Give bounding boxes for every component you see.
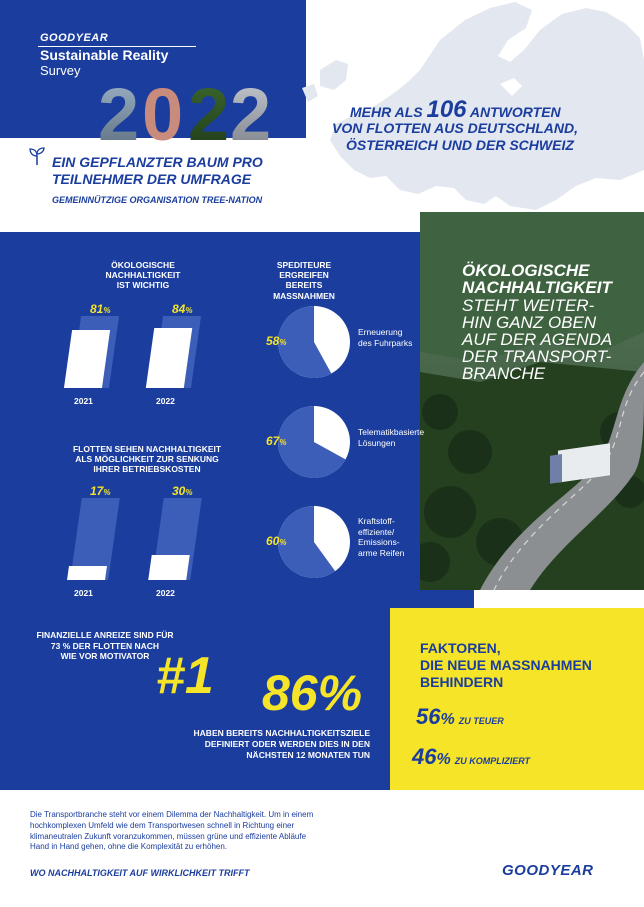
svg-text:0: 0 — [142, 73, 184, 148]
footer-paragraph: Die Transportbranche steht vor einem Dilemma der Nachhaltigkeit. Um in einem hochkomplexen Umfeld wie dem Transportwesen schnell in Richtung einer klimaneutralen Zukunft voranzukommen, müssen grüne und effiziente Abläufe Hand in Hand gehen, ohne die Komplexität zu erhöhen. — [30, 810, 314, 852]
barriers-list — [412, 704, 632, 784]
cost-bar-2022 — [148, 555, 189, 580]
responses-line1: MEHR ALS 106 ANTWORTEN — [350, 96, 561, 123]
barrier-item-2: 46% ZU KOMPLIZIERT — [412, 744, 531, 769]
svg-text:2: 2 — [98, 73, 140, 148]
responses-line2: VON FLOTTEN AUS DEUTSCHLAND, — [332, 120, 579, 136]
agenda-text-block — [462, 262, 612, 382]
eco-importance-chart — [60, 298, 220, 404]
svg-text:2: 2 — [188, 73, 230, 148]
cost-pct-label-2021: 17% — [90, 484, 111, 498]
barrier-item-1: 56% ZU TEUER — [416, 704, 504, 729]
forwarders-pie-pct-1: 58% — [266, 334, 287, 348]
tree-org: GEMEINNÜTZIGE ORGANISATION TREE-NATION — [52, 195, 263, 205]
agenda-line1: ÖKOLOGISCHE — [462, 261, 590, 280]
responses-line3: ÖSTERREICH UND DER SCHWEIZ — [346, 137, 574, 153]
tree-line2: TEILNEHMER DER UMFRAGE — [52, 171, 252, 187]
cost-year-label-2022: 2022 — [156, 588, 175, 598]
agenda-line6: DER TRANSPORT- — [462, 347, 612, 366]
goals-text: HABEN BEREITS NACHHALTIGKEITSZIELE DEFINIERT ODER WERDEN DIES IN DEN NÄCHSTEN 12 MONATEN TUN — [193, 728, 370, 761]
forwarders-pie-label-1: Erneuerung des Fuhrparks — [358, 327, 413, 348]
eco-pct-label-2021: 81% — [90, 302, 111, 316]
cost-bar-2021 — [67, 566, 107, 580]
goodyear-logo-top: GOODYEAR — [40, 32, 109, 44]
cost-year-label-2021: 2021 — [74, 588, 93, 598]
eco-pct-label-2022: 84% — [172, 302, 193, 316]
responses-number: 106 — [426, 96, 467, 123]
cost-pct-label-2022: 30% — [172, 484, 193, 498]
goals-percentage: 86% — [262, 665, 363, 721]
goodyear-logo-footer: GOODYEAR — [502, 862, 594, 879]
sprout-icon — [28, 146, 46, 166]
survey-title-line2: Survey — [40, 63, 81, 78]
forwarders-title: SPEDITEURE ERGREIFEN BEREITS MASSNAHMEN — [273, 260, 335, 301]
svg-text:2: 2 — [230, 73, 272, 148]
tree-line1: EIN GEPFLANZTER BAUM PRO — [52, 154, 263, 170]
incentives-text: FINANZIELLE ANREIZE SIND FÜR 73 % DER FLOTTEN NACH WIE VOR MOTIVATOR — [36, 630, 174, 662]
incentives-rank: #1 — [156, 647, 214, 705]
forwarders-pie-label-2: Telematikbasierte Lösungen — [358, 427, 425, 448]
eco-year-label-2021: 2021 — [74, 396, 93, 406]
footer-tagline: WO NACHHALTIGKEIT AUF WIRKLICHKEIT TRIFFT — [30, 868, 250, 878]
barriers-title: FAKTOREN, DIE NEUE MASSNAHMEN BEHINDERN — [420, 640, 592, 690]
forwarders-pie-pct-2: 67% — [266, 434, 287, 448]
eco-bar-2021 — [64, 330, 110, 388]
eco-chart-title: ÖKOLOGISCHE NACHHALTIGKEIT IST WICHTIG — [105, 260, 181, 291]
eco-year-label-2022: 2022 — [156, 396, 175, 406]
cost-reduction-chart — [60, 482, 220, 596]
survey-title-line1: Sustainable Reality — [40, 47, 169, 63]
forwarders-pie-label-3: Kraftstoff- effiziente/ Emissions- arme Reifen — [358, 516, 405, 558]
agenda-line7: BRANCHE — [462, 364, 546, 383]
agenda-line3: STEHT WEITER- — [462, 296, 595, 315]
forwarders-pies — [262, 300, 432, 590]
agenda-line2: NACHHALTIGKEIT — [462, 278, 612, 297]
agenda-line5: AUF DER AGENDA — [462, 330, 613, 349]
agenda-line4: HIN GANZ OBEN — [462, 313, 597, 332]
year-2022-text — [96, 62, 276, 148]
forwarders-pie-pct-3: 60% — [266, 534, 287, 548]
cost-chart-title: FLOTTEN SEHEN NACHHALTIGKEIT ALS MÖGLICHKEIT ZUR SENKUNG IHRER BETRIEBSKOSTEN — [72, 444, 222, 475]
